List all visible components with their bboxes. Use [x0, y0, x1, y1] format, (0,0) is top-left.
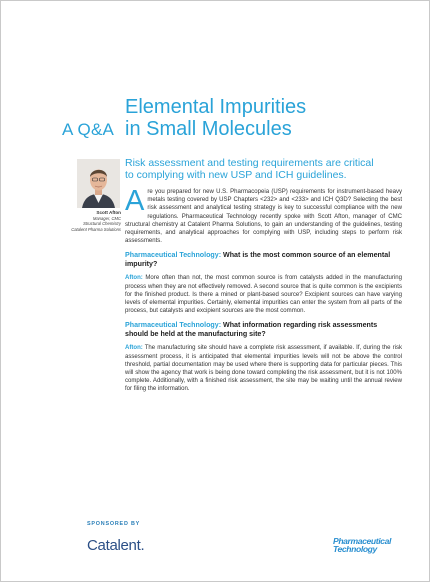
author-role-line-2: Structural Chemistry	[83, 221, 121, 227]
lead-line-2: to complying with new USP and ICH guidelines.	[125, 169, 347, 181]
qa-label: A Q&A	[62, 120, 115, 139]
question-2-text: What information regarding risk assessments should be held at the manufacturing site?	[125, 321, 378, 339]
pharmaceutical-technology-logo	[333, 537, 391, 554]
publication-line-1: Pharmaceutical	[333, 536, 391, 546]
article-body	[125, 185, 402, 394]
question-1	[125, 251, 402, 269]
drop-cap: A	[125, 185, 145, 217]
lead-paragraph	[125, 157, 395, 181]
author-photo	[77, 159, 120, 208]
question-2-prefix: Pharmaceutical Technology:	[125, 321, 222, 330]
author-portrait-image	[77, 159, 120, 208]
page-title	[125, 96, 306, 140]
author-role-line-3: Catalent Pharma Solutions	[71, 226, 121, 232]
author-role-line-1: Manager, CMC	[92, 216, 121, 221]
question-1-prefix: Pharmaceutical Technology:	[125, 251, 222, 260]
answer-2	[125, 344, 402, 393]
intro-text: re you prepared for new U.S. Pharmacopeia (USP) requirements for instrument-based heavy metals testing covered by USP Chapters <232> and <233> and ICH Q3D? Selecting the best risk assessment and analytical testing strategy is key to successful compliance with the new regulations. Pharmaceutical Technology recently spoke with Scott Afton, manager of CMC structural chemistry at Catalent Pharma Solutions, to gain an understanding of the guidelines, testing requirements, and analytical approaches for complying with USP, including steps to perform risk assessments.	[125, 189, 402, 245]
title-line-1: Elemental Impurities	[125, 96, 307, 118]
intro-paragraph	[125, 185, 402, 245]
answer-2-prefix: Afton:	[125, 345, 143, 352]
author-role	[53, 216, 121, 232]
title-line-2: in Small Molecules	[125, 118, 292, 140]
answer-1	[125, 274, 402, 315]
sponsored-by-label: SPONSORED BY	[87, 521, 141, 527]
question-2	[125, 321, 402, 339]
lead-line-1: Risk assessment and testing requirements are critical	[125, 157, 374, 169]
question-1-text: What is the most common source of an elemental impurity?	[125, 251, 391, 269]
author-name: Scott Afton	[96, 210, 121, 215]
catalent-logo: Catalent.	[87, 537, 145, 554]
answer-1-prefix: Afton:	[125, 275, 143, 282]
publication-line-2: Technology	[333, 544, 377, 555]
answer-2-text: The manufacturing site should have a complete risk assessment, if available. If, during the risk assessment process, it is anticipated that elemental impurities levels will not be above the control threshold, partial documentation may be used where there is supporting data for particular pieces. This will show the agency that work is being done toward completing the risk assessment, but it is not 100% complete. Additionally, with a finished risk assessment, the site may be waiting until the annual review for filing the information.	[125, 345, 402, 393]
answer-1-text: More often than not, the most common source is from catalysts added in the manufacturing process when they are not effectively removed. A second source that is quite common is the excipients for the finished product. Is there a mined or plant-based source? Excipient sources can have varying levels of elemental impurities. Certainly, elemental impurities can enter the system from all parts of the process, but catalysts and excipient sources are the most common.	[125, 275, 402, 315]
